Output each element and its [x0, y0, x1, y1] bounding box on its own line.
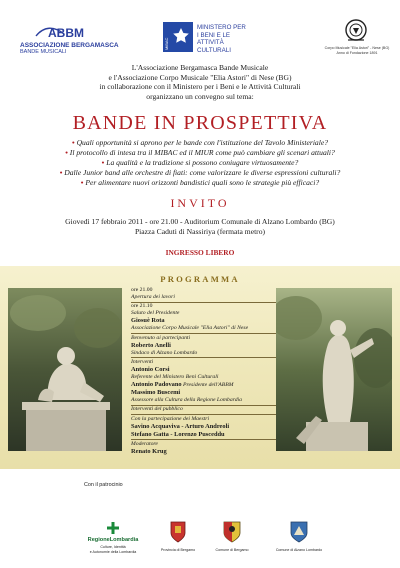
schedule-name: Giosuè Rota: [131, 317, 165, 325]
seated-statue-image: [8, 288, 122, 451]
abbm-music-icon: [34, 24, 90, 40]
corpo-line1: Corpo Musicale "Elia Astori" - Nese (BG): [324, 46, 390, 50]
schedule-line: Associazione Corpo Musicale "Elia Astori" di Nese: [131, 325, 249, 332]
regione-sub1: Culture, Identità: [100, 545, 126, 549]
question-item: • Il protocollo di intesa tra il MIBAC ed il MIUR come può cambiare gli scenari attuali?: [65, 148, 335, 158]
regione-sub2: e Autonomie della Lombardia: [89, 550, 137, 554]
schedule-line: Referente del Ministero Beni Culturali: [131, 374, 219, 381]
statue-photo-right: [276, 288, 392, 451]
schedule-line: ore 21.00: [131, 287, 153, 293]
event-details: [0, 217, 400, 237]
comune-alzano-name: Comune di Alzano Lombardo: [275, 548, 323, 552]
schedule-line: Assessore alla Cultura della Regione Lombardia: [131, 397, 242, 404]
schedule-line: Apertura dei lavori: [131, 294, 175, 301]
corpo-crest-icon: [344, 18, 368, 44]
question-item: • Per alimentare nuovi orizzonti bandistici quali sono le strategie più efficaci?: [80, 178, 320, 188]
schedule-name: Roberto Anelli: [131, 341, 171, 349]
mibac-logo: [163, 22, 245, 56]
header-logos: [0, 0, 400, 62]
question-item: • Quali opportunità si aprono per le bande con l'istituzione del Tavolo Ministeriale?: [72, 138, 328, 147]
intro-line: organizzano un convegno sul tema:: [146, 91, 254, 101]
schedule-line: ore 21.10: [131, 303, 153, 310]
svg-text:ABBM: ABBM: [48, 26, 84, 40]
intro-text: [10, 63, 390, 101]
schedule-name: Massimo Buscemi: [131, 389, 181, 397]
schedule-line: Benvenuto ai partecipanti: [131, 334, 191, 341]
mibac-emblem: [163, 22, 193, 52]
questions-list: [10, 138, 390, 188]
programme-schedule: [131, 287, 281, 456]
mibac-star-icon: [163, 22, 193, 52]
schedule-line: Sindaco di Alzano Lombardo: [131, 349, 198, 356]
schedule-name: Savino Acquaviva - Arturo Andreoli: [131, 422, 230, 430]
provincia-bergamo-logo: [158, 521, 198, 561]
schedule-line: Saluto del Presidente: [131, 310, 180, 317]
intro-line: e l'Associazione Corpo Musicale "Elia Astori" di Nese (BG): [108, 72, 292, 82]
free-entry-label: INGRESSO LIBERO: [165, 248, 235, 257]
event-title: BANDE IN PROSPETTIVA: [72, 112, 328, 134]
invito-heading: INVITO: [170, 196, 230, 210]
mibac-label: MINISTERO PER I BENI E LE ATTIVITÀ CULTURALI: [197, 24, 246, 54]
schedule-name: Renato Krug: [131, 448, 167, 456]
schedule-line: Moderatore: [131, 441, 158, 448]
abbm-line2: BANDE MUSICALI: [20, 49, 67, 55]
regione-name: RegioneLombardia: [87, 537, 139, 543]
comune-alzano-shield-icon: [290, 521, 308, 543]
schedule-line: Con la partecipazione dei Maestri: [131, 415, 210, 422]
sponsor-logos: [0, 521, 400, 563]
comune-bergamo-logo: [210, 521, 254, 561]
comune-bergamo-name: Comune di Bergamo: [215, 548, 249, 552]
comune-alzano-logo: [272, 521, 326, 561]
mibac-side-text: MiBAC: [164, 37, 169, 50]
programme-heading: PROGRAMMA: [160, 274, 240, 284]
schedule-name: Stefano Gatta - Lorenzo Pusceddu: [131, 430, 225, 438]
question-item: • Dalle Junior band alle orchestre di fiati: come valorizzare le diverse espressioni culturali?: [59, 168, 341, 178]
provincia-shield-icon: [170, 521, 186, 543]
regione-lombardia-logo: [84, 521, 142, 561]
statue-photo-left: [8, 288, 122, 451]
comune-bergamo-shield-icon: [223, 521, 241, 543]
schedule-line: Interventi: [131, 358, 154, 365]
details-address: Piazza Caduti di Nassiriya (fermata metro): [134, 227, 266, 236]
intro-line: in collaborazione con il Ministero per i Beni e le Attività Culturali: [99, 82, 301, 92]
provincia-name: Provincia di Bergamo: [160, 548, 196, 552]
patronage-label: Con il patrocinio: [84, 482, 123, 488]
programme-panel: [0, 266, 400, 469]
rosa-camuna-icon: [106, 521, 120, 535]
abbm-line1: ASSOCIAZIONE BERGAMASCA: [20, 42, 119, 49]
details-date-venue: Giovedì 17 febbraio 2011 - ore 21.00 - Auditorium Comunale di Alzano Lombardo (BG): [65, 217, 335, 226]
question-item: • La qualità e la tradizione si possono coniugare virtuosamente?: [101, 158, 299, 168]
intro-line: L'Associazione Bergamasca Bande Musicale: [131, 63, 269, 72]
schedule-name: Antonio Padovano Presidente dell'ABBM: [131, 381, 234, 389]
schedule-line: Interventi del pubblico: [131, 406, 183, 413]
standing-statue-image: [276, 288, 392, 451]
corpo-line2: Anno di Fondazione 1891: [336, 51, 378, 55]
schedule-name: Antonio Corsi: [131, 366, 170, 374]
